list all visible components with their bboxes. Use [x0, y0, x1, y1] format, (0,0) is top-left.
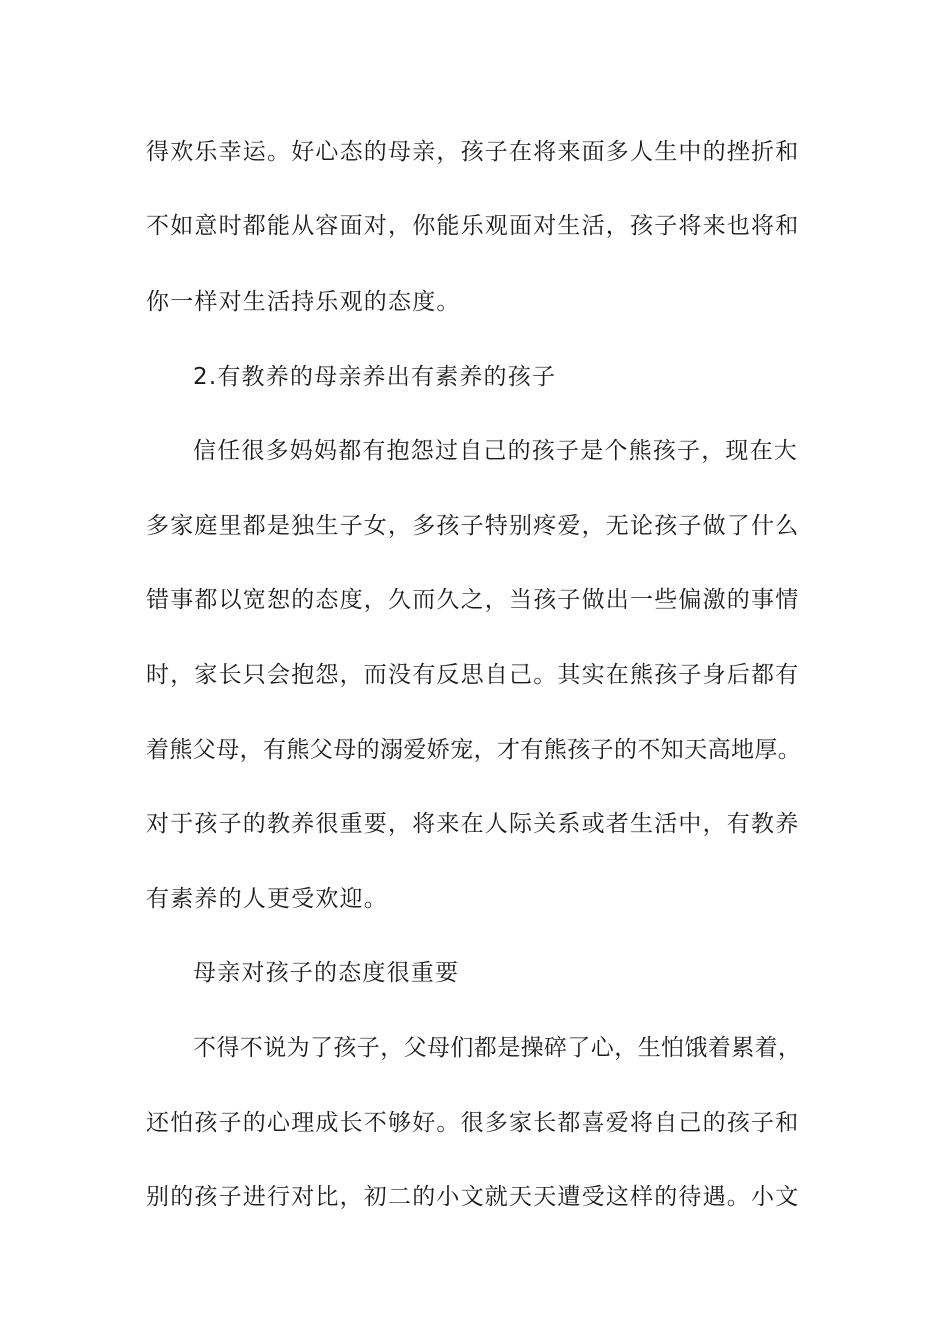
paragraph-line: 不得不说为了孩子，父母们都是操碎了心，生怕饿着累着，	[193, 1035, 802, 1061]
section-heading: 母亲对孩子的态度很重要	[193, 960, 460, 986]
paragraph-line: 不如意时都能从容面对，你能乐观面对生活，孩子将来也将和	[146, 213, 800, 239]
paragraph-line: 还怕孩子的心理成长不够好。很多家长都喜爱将自己的孩子和	[146, 1110, 800, 1136]
paragraph-line: 你一样对生活持乐观的态度。	[146, 289, 461, 315]
paragraph-line: 信任很多妈妈都有抱怨过自己的孩子是个熊孩子，现在大	[193, 438, 798, 464]
paragraph-line: 错事都以宽恕的态度，久而久之，当孩子做出一些偏激的事情	[146, 587, 800, 613]
paragraph-line: 有素养的人更受欢迎。	[146, 886, 388, 912]
paragraph-line: 对于孩子的教养很重要，将来在人际关系或者生活中，有教养	[146, 811, 800, 837]
paragraph-line: 多家庭里都是独生子女，多孩子特别疼爱，无论孩子做了什么	[146, 513, 800, 539]
paragraph-line: 别的孩子进行对比，初二的小文就天天遭受这样的待遇。小文	[146, 1184, 800, 1210]
paragraph-line: 时，家长只会抱怨，而没有反思自己。其实在熊孩子身后都有	[146, 662, 800, 688]
paragraph-line: 得欢乐幸运。好心态的母亲，孩子在将来面多人生中的挫折和	[146, 139, 800, 165]
section-heading: 2.有教养的母亲养出有素养的孩子	[193, 364, 557, 390]
paragraph-line: 着熊父母，有熊父母的溺爱娇宠，才有熊孩子的不知天高地厚。	[146, 737, 802, 763]
